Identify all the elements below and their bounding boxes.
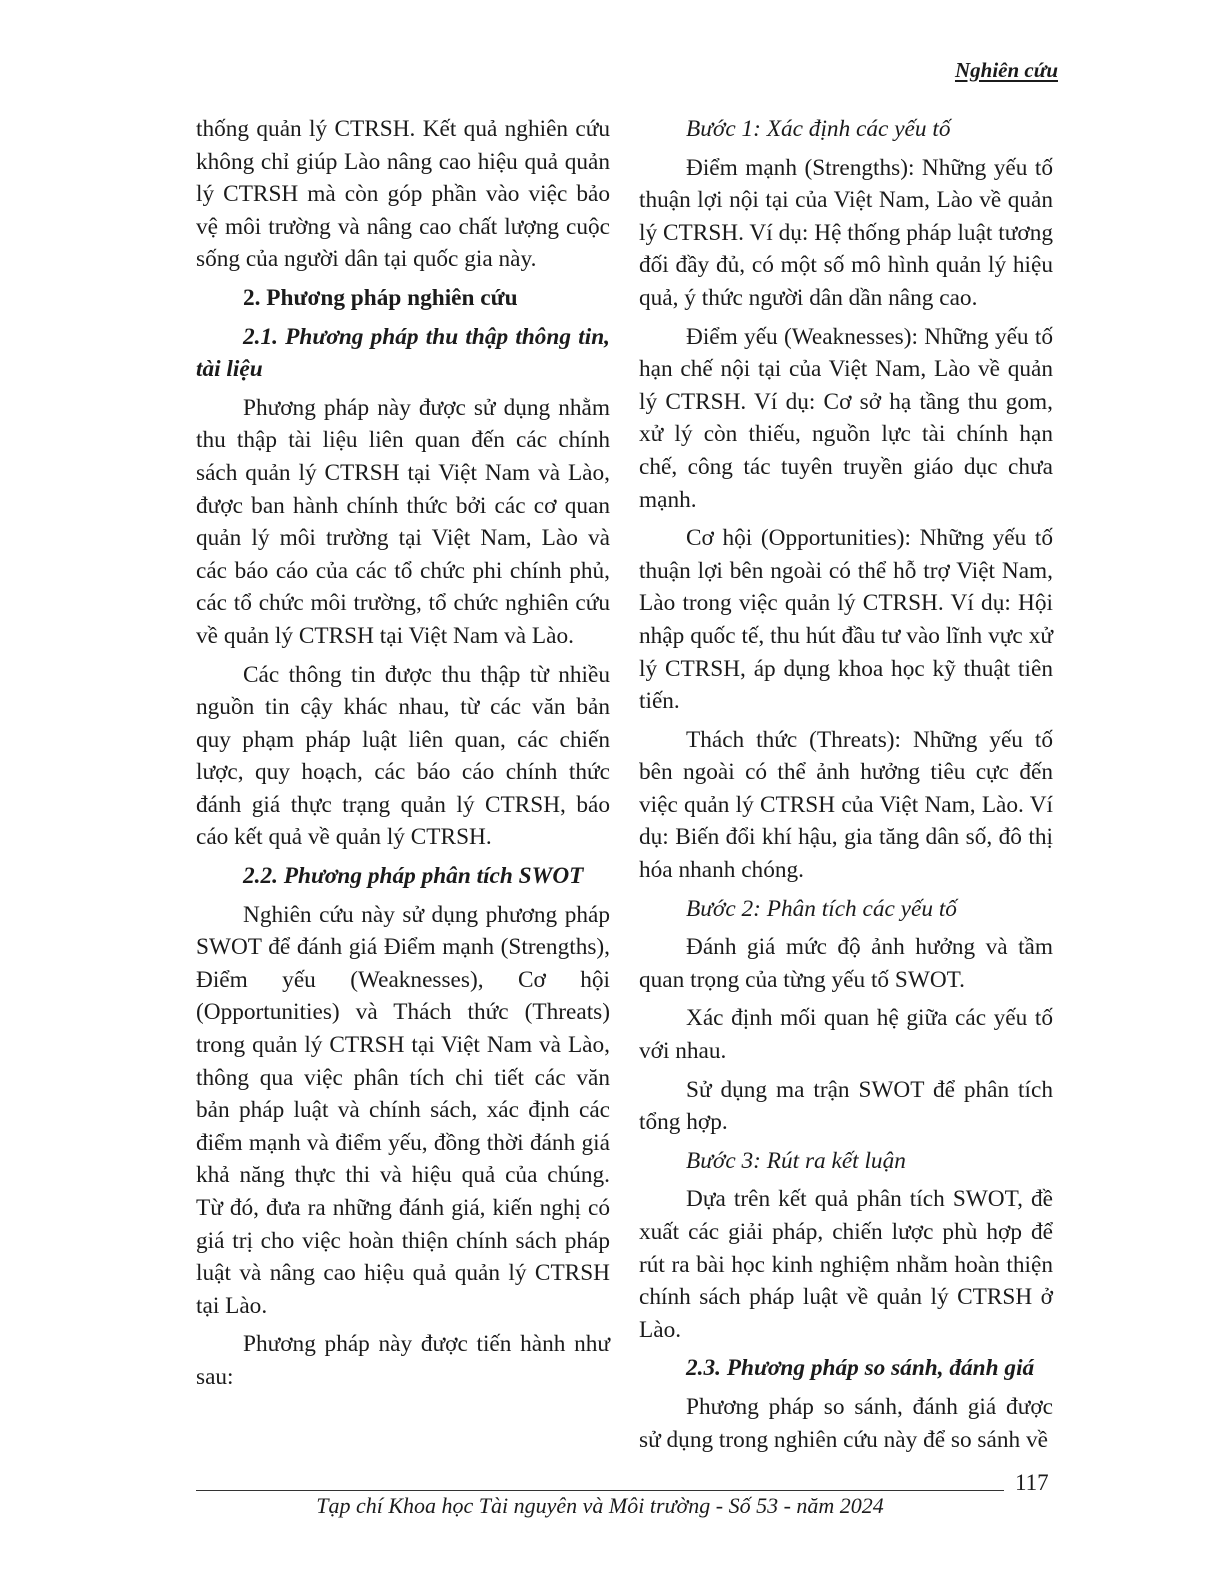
- step-2-paragraph-a: Đánh giá mức độ ảnh hưởng và tầm quan trọng của từng yếu tố SWOT.: [639, 934, 1053, 993]
- step-2-paragraph-c: Sử dụng ma trận SWOT để phân tích tổng hợp.: [639, 1076, 1053, 1136]
- strengths-paragraph: Điểm mạnh (Strengths): Những yếu tố thuận lợi nội tại của Việt Nam, Lào về quản lý CTRSH. Ví dụ: Hệ thống pháp luật tương đối đầy đủ, có một số mô hình quản lý hiệu quả, ý thức người dân dần nâng cao.: [639, 154, 1053, 311]
- subsection-heading-2-1: 2.1. Phương pháp thu thập thông tin, tài liệu: [196, 323, 610, 383]
- page-number: 117: [1015, 1470, 1049, 1495]
- subsection-heading-2-3: 2.3. Phương pháp so sánh, đánh giá: [686, 1355, 1035, 1382]
- paragraph-2-3: Phương pháp so sánh, đánh giá được sử dụng trong nghiên cứu này để so sánh về: [639, 1393, 1053, 1453]
- section-heading-methods: 2. Phương pháp nghiên cứu: [243, 284, 518, 311]
- subsection-heading-2-2: 2.2. Phương pháp phân tích SWOT: [243, 863, 584, 890]
- weaknesses-paragraph: Điểm yếu (Weaknesses): Những yếu tố hạn chế nội tại của Việt Nam, Lào về quản lý CTRSH. Ví dụ: Cơ sở hạ tầng thu gom, xử lý còn thiếu, nguồn lực tài chính hạn chế, công tác tuyên truyền giáo dục chưa mạnh.: [639, 323, 1053, 513]
- threats-paragraph: Thách thức (Threats): Những yếu tố bên ngoài có thể ảnh hưởng tiêu cực đến việc quản lý CTRSH của Việt Nam, Lào. Ví dụ: Biến đổi khí hậu, gia tăng dân số, đô thị hóa nhanh chóng.: [639, 726, 1053, 884]
- step-1-heading: Bước 1: Xác định các yếu tố: [686, 116, 951, 142]
- step-3-heading: Bước 3: Rút ra kết luận: [686, 1147, 906, 1174]
- paragraph-2-1-b: Các thông tin được thu thập từ nhiều nguồn tin cậy khác nhau, từ các văn bản quy phạm pháp luật liên quan, các chiến lược, quy hoạch, các báo cáo chính thức đánh giá thực trạng quản lý CTRSH, báo cáo kết quả về quản lý CTRSH.: [196, 661, 610, 851]
- step-2-heading: Bước 2: Phân tích các yếu tố: [686, 895, 957, 922]
- opportunities-paragraph: Cơ hội (Opportunities): Những yếu tố thuận lợi bên ngoài có thể hỗ trợ Việt Nam, Lào trong việc quản lý CTRSH. Ví dụ: Hội nhập quốc tế, thu hút đầu tư vào lĩnh vực xử lý CTRSH, áp dụng khoa học kỹ thuật tiên tiến.: [639, 525, 1053, 715]
- paragraph-2-2-a: Nghiên cứu này sử dụng phương pháp SWOT để đánh giá Điểm mạnh (Strengths), Điểm yếu (Weaknesses), Cơ hội (Opportunities) và Thách thức (Threats) trong quản lý CTRSH tại Việt Nam và Lào, thông qua việc phân tích chi tiết các văn bản pháp luật và chính sách, xác định các điểm mạnh và điểm yếu, đồng thời đánh giá khả năng thực thi và hiệu quả của chúng. Từ đó, đưa ra những đánh giá, kiến nghị có giá trị cho việc hoàn thiện chính sách pháp luật và nâng cao hiệu quả quản lý CTRSH tại Lào.: [196, 901, 610, 1319]
- left-column: [196, 113, 610, 1394]
- step-2-paragraph-b: Xác định mối quan hệ giữa các yếu tố với nhau.: [639, 1005, 1053, 1065]
- footer-rule: [196, 1490, 1004, 1491]
- running-head-section: Nghiên cứu: [954, 58, 1058, 82]
- right-column: [639, 113, 1053, 1456]
- journal-footer: Tạp chí Khoa học Tài nguyên và Môi trường - Số 53 - năm 2024: [316, 1493, 884, 1518]
- paragraph-2-2-b: Phương pháp này được tiến hành như sau:: [196, 1331, 610, 1390]
- paragraph-2-1-a: Phương pháp này được sử dụng nhằm thu thập tài liệu liên quan đến các chính sách quản lý CTRSH tại Việt Nam và Lào, được ban hành chính thức bởi các cơ quan quản lý môi trường tại Việt Nam, Lào và các báo cáo của các tổ chức phi chính phủ, các tổ chức môi trường, tổ chức nghiên cứu về quản lý CTRSH tại Việt Nam và Lào.: [196, 394, 610, 649]
- intro-paragraph: thống quản lý CTRSH. Kết quả nghiên cứu không chỉ giúp Lào nâng cao hiệu quả quản lý CTRSH mà còn góp phần vào việc bảo vệ môi trường và nâng cao chất lượng cuộc sống của người dân tại quốc gia này.: [196, 116, 610, 273]
- step-3-paragraph: Dựa trên kết quả phân tích SWOT, đề xuất các giải pháp, chiến lược phù hợp để rút ra bài học kinh nghiệm nhằm hoàn thiện chính sách pháp luật về quản lý CTRSH ở Lào.: [639, 1186, 1053, 1343]
